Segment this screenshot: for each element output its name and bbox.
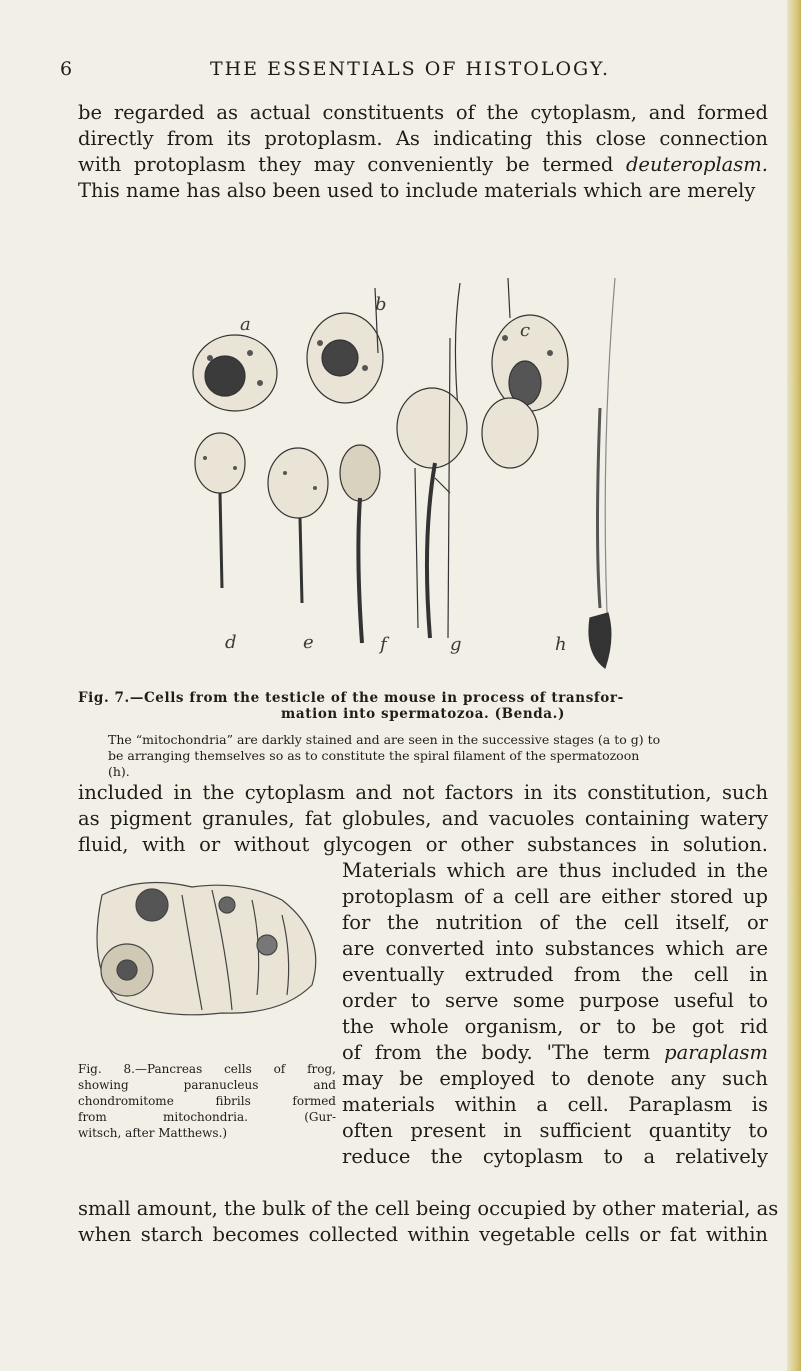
text-line xyxy=(342,1040,768,1066)
mid-g xyxy=(435,478,450,493)
head-h xyxy=(589,613,611,668)
caption-line: chondromitome fibrils formed xyxy=(78,1094,336,1108)
text-line: may be employed to denote any such xyxy=(342,1067,768,1090)
text-line: Materials which are thus included in the xyxy=(342,859,768,882)
running-head: THE ESSENTIALS OF HISTOLOGY. xyxy=(209,58,611,80)
figure-8-caption xyxy=(78,1061,336,1141)
text-line: reduce the cytoplasm to a relatively xyxy=(342,1145,768,1168)
text-line: for the nutrition of the cell itself, or xyxy=(342,911,768,934)
figure-8-illustration xyxy=(82,875,332,1020)
term-paraplasm: paraplasm xyxy=(664,1041,768,1064)
caption-line: The “mitochondria” are darkly stained and are seen in the successive stages (a to g) to xyxy=(108,732,661,747)
label-g: g xyxy=(450,634,462,655)
text-line: eventually extruded from the cell in xyxy=(342,963,768,986)
label-h: h xyxy=(555,634,567,655)
tail-g xyxy=(427,463,435,638)
page-number: 6 xyxy=(60,58,73,80)
line-c xyxy=(508,278,510,318)
label-a: a xyxy=(240,314,251,335)
text-line: the whole organism, or to be got rid xyxy=(342,1015,768,1038)
page-header xyxy=(60,58,760,82)
paragraph-1 xyxy=(78,100,768,204)
text-line: materials within a cell. Paraplasm is xyxy=(342,1093,768,1116)
nucleus-a xyxy=(205,356,245,396)
tail-f xyxy=(358,498,362,643)
nucleus-b xyxy=(322,340,358,376)
text-line: small amount, the bulk of the cell being occupied by other material, as xyxy=(78,1197,779,1220)
text-line: order to serve some purpose useful to xyxy=(342,989,768,1012)
term-deuteroplasm: deuteroplasm. xyxy=(625,153,768,176)
line-b xyxy=(415,468,418,628)
right-column-text xyxy=(342,858,768,1170)
long-filament xyxy=(605,278,615,638)
cell-d xyxy=(195,433,245,493)
text-line: This name has also been used to include materials which are merely xyxy=(78,179,756,202)
granule xyxy=(257,935,277,955)
caption-line: (h). xyxy=(108,764,130,779)
cell-g xyxy=(397,388,467,468)
text-line: fluid, with or without glycogen or other substances in solution. xyxy=(78,833,768,856)
figure-7-caption-title xyxy=(78,690,768,722)
line-c2 xyxy=(448,338,450,638)
page-edge xyxy=(787,0,801,1371)
cell-h xyxy=(482,398,538,468)
text-line: when starch becomes collected within vegetable cells or fat within xyxy=(78,1223,768,1246)
figure-7-caption-text xyxy=(108,732,768,780)
label-b: b xyxy=(375,294,387,315)
tail-c xyxy=(455,283,460,408)
caption-line: Fig. 8.—Pancreas cells of frog, xyxy=(78,1062,336,1076)
label-e: e xyxy=(303,632,314,653)
granule xyxy=(219,897,235,913)
text-segment: of from the body. 'The term xyxy=(342,1041,665,1064)
figure-7-illustration xyxy=(190,258,620,678)
caption-line: from mitochondria. (Gur- xyxy=(78,1110,336,1124)
caption-line: mation into spermatozoa. (Benda.) xyxy=(281,706,565,722)
caption-line: Fig. 7.—Cells from the testicle of the mouse in process of transfor- xyxy=(78,690,624,706)
paragraph-3 xyxy=(78,1196,779,1248)
tail-h xyxy=(598,408,601,608)
text-line: are converted into substances which are xyxy=(342,937,768,960)
text-line xyxy=(78,152,768,178)
text-line: included in the cytoplasm and not factors in its constitution, such xyxy=(78,781,768,804)
cell-e xyxy=(268,448,328,518)
label-d: d xyxy=(225,632,237,653)
text-line: as pigment granules, fat globules, and vacuoles containing watery xyxy=(78,807,768,830)
label-c: c xyxy=(520,320,531,341)
cell-f xyxy=(340,445,380,501)
text-line: often present in sufficient quantity to xyxy=(342,1119,768,1142)
caption-line: witsch, after Matthews.) xyxy=(78,1126,228,1140)
text-segment: with protoplasm they may conveniently be termed xyxy=(78,153,626,176)
nucleolus xyxy=(117,960,137,980)
tail-e xyxy=(300,518,302,603)
text-line: protoplasm of a cell are either stored up xyxy=(342,885,768,908)
paranucleus xyxy=(136,889,168,921)
text-line: directly from its protoplasm. As indicating this close connection xyxy=(78,127,768,150)
caption-line: showing paranucleus and xyxy=(78,1078,336,1092)
caption-line: be arranging themselves so as to constitute the spiral filament of the spermatozoon xyxy=(108,748,640,763)
tail-d xyxy=(220,493,222,588)
paragraph-2 xyxy=(78,780,768,858)
label-f: f xyxy=(380,634,387,655)
text-line: be regarded as actual constituents of the cytoplasm, and formed xyxy=(78,101,768,124)
